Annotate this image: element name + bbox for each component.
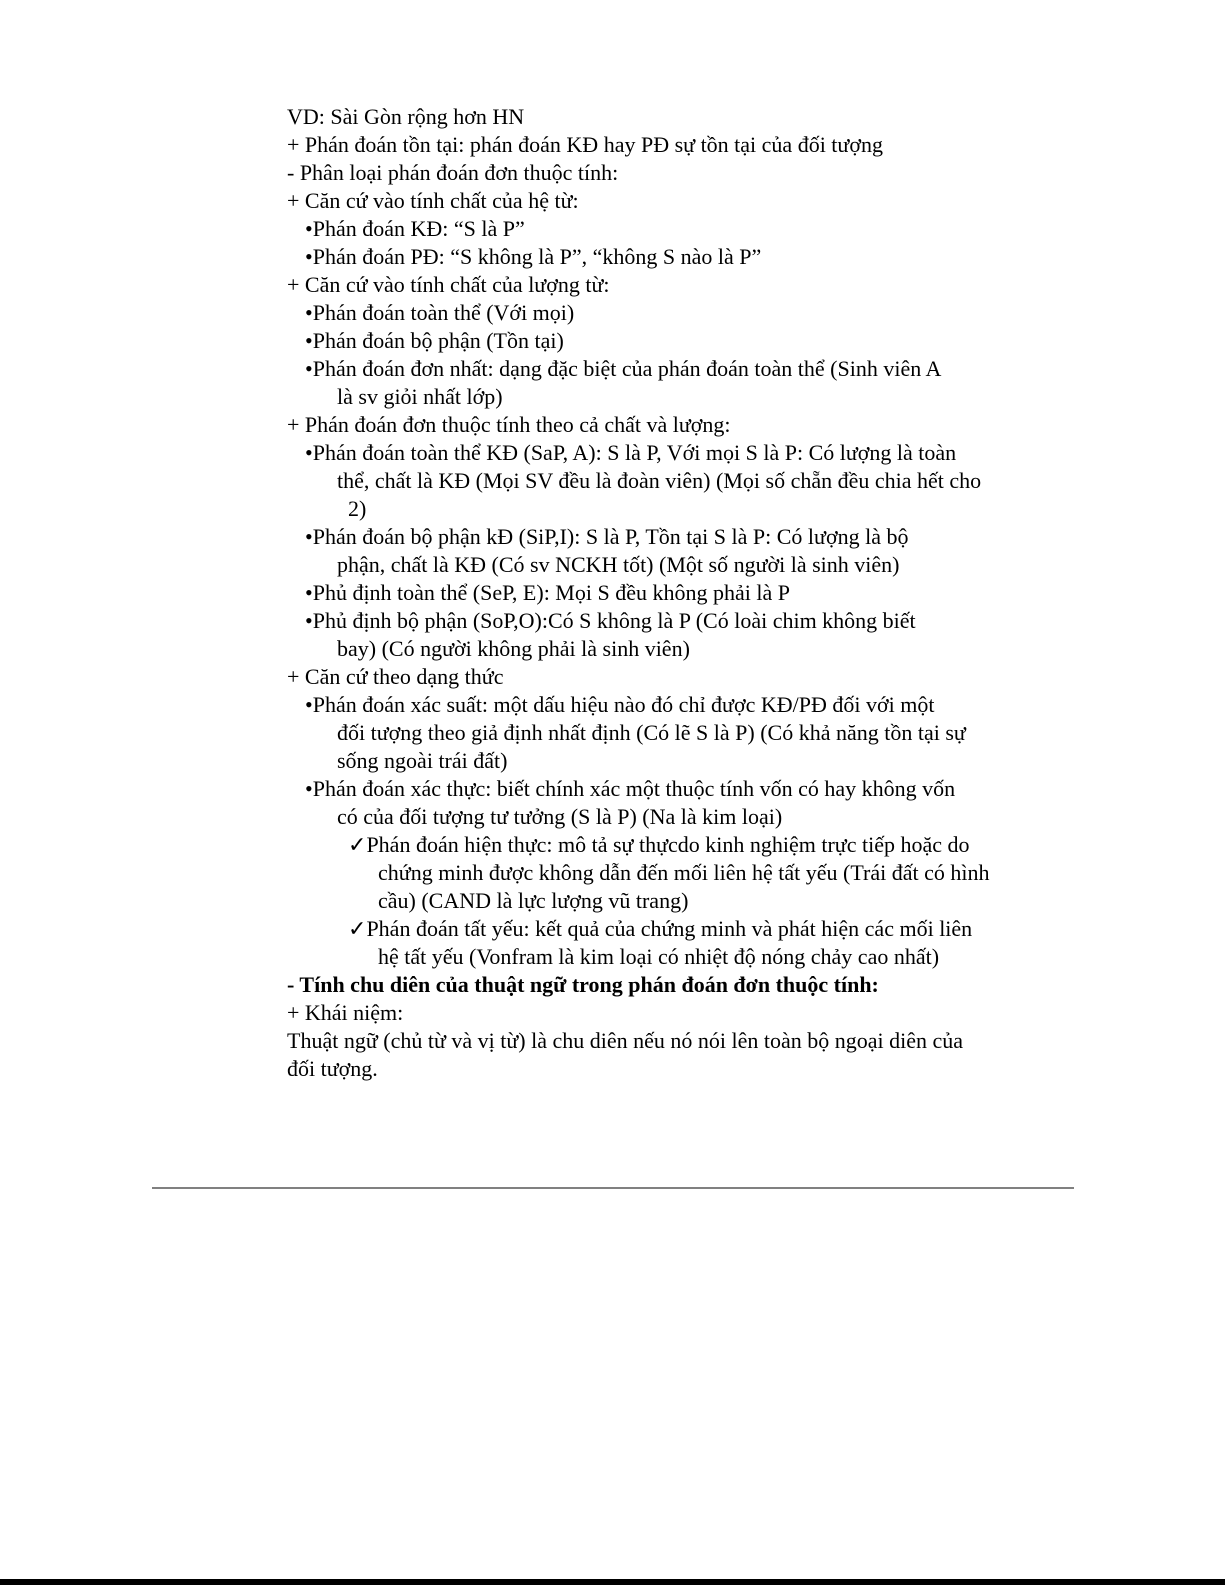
text-line [305, 607, 989, 635]
text-line [378, 859, 989, 887]
text-line [305, 327, 989, 355]
text-line-content: 2) [348, 496, 367, 521]
text-line [305, 775, 989, 803]
text-line-content: + Căn cứ theo dạng thức [287, 664, 504, 689]
text-line-content: + Phán đoán đơn thuộc tính theo cả chất và lượng: [287, 412, 731, 437]
text-line [287, 103, 989, 131]
text-line-content: + Căn cứ vào tính chất của hệ từ: [287, 188, 579, 213]
text-line [337, 719, 989, 747]
text-line [305, 215, 989, 243]
text-line [287, 159, 989, 187]
bullet-icon: • [305, 300, 313, 325]
text-line [337, 467, 989, 495]
bullet-icon: • [305, 244, 313, 269]
text-line [378, 943, 989, 971]
text-line-content: có của đối tượng tư tưởng (S là P) (Na là kim loại) [337, 804, 783, 829]
bullet-icon: • [305, 328, 313, 353]
text-line-content: + Căn cứ vào tính chất của lượng từ: [287, 272, 610, 297]
text-line [287, 271, 989, 299]
text-line-content: Phán đoán toàn thể KĐ (SaP, A): S là P, Với mọi S là P: Có lượng là toàn [312, 440, 957, 465]
text-line [378, 887, 989, 915]
bullet-icon: • [305, 608, 313, 633]
text-line [305, 243, 989, 271]
bullet-icon: • [305, 524, 313, 549]
text-line [305, 299, 989, 327]
text-line [305, 355, 989, 383]
bottom-border-bar [0, 1579, 1225, 1585]
text-line-content: + Khái niệm: [287, 1000, 404, 1025]
text-line-content: bay) (Có người không phải là sinh viên) [337, 636, 690, 661]
text-line [287, 1055, 989, 1083]
text-line-content: đối tượng. [287, 1056, 378, 1081]
text-line-content: Phán đoán hiện thực: mô tả sự thựcdo kinh nghiệm trực tiếp hoặc do [366, 832, 970, 857]
text-line-content: - Tính chu diên của thuật ngữ trong phán đoán đơn thuộc tính: [287, 972, 879, 997]
text-line-content: Phán đoán đơn nhất: dạng đặc biệt của phán đoán toàn thể (Sinh viên A [312, 356, 942, 381]
text-line-content: Phán đoán PĐ: “S không là P”, “không S nào là P” [312, 244, 762, 269]
text-line [348, 831, 989, 859]
text-line [287, 131, 989, 159]
text-line-content: Phán đoán bộ phận kĐ (SiP,I): S là P, Tồn tại S là P: Có lượng là bộ [312, 524, 909, 549]
horizontal-divider [152, 1187, 1074, 1189]
text-line-content: Phán đoán xác suất: một dấu hiệu nào đó chỉ được KĐ/PĐ đối với một [312, 692, 935, 717]
check-icon: ✓ [348, 832, 367, 857]
text-line-content: VD: Sài Gòn rộng hơn HN [287, 104, 525, 129]
text-line [348, 495, 989, 523]
text-line-content: thể, chất là KĐ (Mọi SV đều là đoàn viên) (Mọi số chẵn đều chia hết cho [337, 468, 982, 493]
bullet-icon: • [305, 356, 313, 381]
text-line-content: chứng minh được không dẫn đến mối liên hệ tất yếu (Trái đất có hình [378, 860, 990, 885]
bullet-icon: • [305, 440, 313, 465]
text-line [305, 523, 989, 551]
text-line-content: + Phán đoán tồn tại: phán đoán KĐ hay PĐ sự tồn tại của đối tượng [287, 132, 883, 157]
text-line [337, 551, 989, 579]
text-line-content: Phán đoán toàn thể (Với mọi) [312, 300, 575, 325]
text-line [287, 187, 989, 215]
text-line [305, 579, 989, 607]
bullet-icon: • [305, 216, 313, 241]
text-line-content: là sv giỏi nhất lớp) [337, 384, 503, 409]
text-line-content: Phủ định toàn thể (SeP, E): Mọi S đều không phải là P [312, 580, 790, 605]
document-body [287, 103, 989, 1083]
text-line [305, 439, 989, 467]
text-line [287, 663, 989, 691]
text-line [337, 747, 989, 775]
text-line-content: Phán đoán KĐ: “S là P” [312, 216, 525, 241]
text-line-content: Thuật ngữ (chủ từ và vị từ) là chu diên nếu nó nói lên toàn bộ ngoại diên của [287, 1028, 964, 1053]
text-line [337, 803, 989, 831]
text-line [287, 411, 989, 439]
bullet-icon: • [305, 776, 313, 801]
bullet-icon: • [305, 580, 313, 605]
text-line [337, 635, 989, 663]
text-line-content: phận, chất là KĐ (Có sv NCKH tốt) (Một số người là sinh viên) [337, 552, 900, 577]
text-line-content: Phủ định bộ phận (SoP,O):Có S không là P (Có loài chim không biết [312, 608, 916, 633]
text-line [305, 691, 989, 719]
text-line-content: Phán đoán tất yếu: kết quả của chứng minh và phát hiện các mối liên [366, 916, 973, 941]
text-line-content: sống ngoài trái đất) [337, 748, 508, 773]
text-line [348, 915, 989, 943]
text-line-content: - Phân loại phán đoán đơn thuộc tính: [287, 160, 619, 185]
check-icon: ✓ [348, 916, 367, 941]
text-line-heading [287, 971, 989, 999]
text-line-content: đối tượng theo giả định nhất định (Có lẽ S là P) (Có khả năng tồn tại sự [337, 720, 966, 745]
text-line [287, 999, 989, 1027]
text-line [337, 383, 989, 411]
text-line-content: cầu) (CAND là lực lượng vũ trang) [378, 888, 689, 913]
bullet-icon: • [305, 692, 313, 717]
text-line-content: Phán đoán xác thực: biết chính xác một thuộc tính vốn có hay không vốn [312, 776, 956, 801]
text-line-content: hệ tất yếu (Vonfram là kim loại có nhiệt độ nóng chảy cao nhất) [378, 944, 940, 969]
text-line-content: Phán đoán bộ phận (Tồn tại) [312, 328, 564, 353]
text-line [287, 1027, 989, 1055]
